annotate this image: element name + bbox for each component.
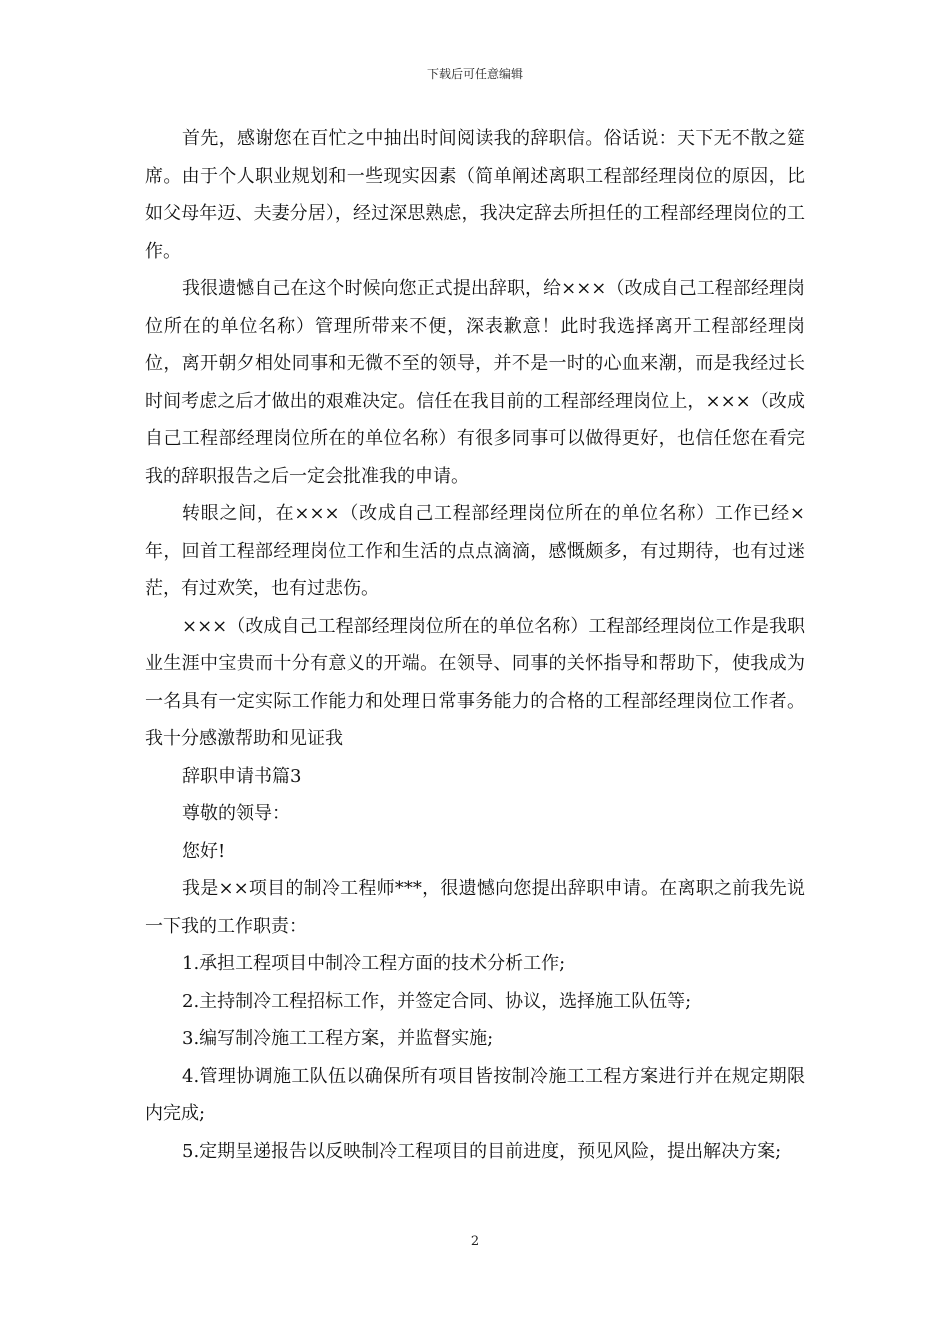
paragraph-reflection: 转眼之间，在×××（改成自己工程部经理岗位所在的单位名称）工作已经×年，回首工程部经理岗位工作和生活的点点滴滴，感慨颇多，有过期待，也有过迷茫，有过欢笑，也有过悲伤。 [145,503,805,599]
paragraph-introduction: 我是××项目的制冷工程师***，很遗憾向您提出辞职申请。在离职之前我先说一下我的工作职责： [145,878,805,937]
duty-item-2: 2.主持制冷工程招标工作，并签定合同、协议，选择施工队伍等; [182,990,692,1012]
section-heading: 辞职申请书篇3 [182,765,302,787]
paragraph-gratitude: ×××（改成自己工程部经理岗位所在的单位名称）工程部经理岗位工作是我职业生涯中宝贵而十分有意义的开端。在领导、同事的关怀指导和帮助下，使我成为一名具有一定实际工作能力和处理日常事务能力的合格的工程部经理岗位工作者。我十分感激帮助和见证我 [145,615,805,749]
duty-item-4: 4.管理协调施工队伍以确保所有项目皆按制冷施工工程方案进行并在规定期限内完成; [145,1065,805,1124]
duty-item-3: 3.编写制冷施工工程方案，并监督实施; [182,1028,494,1049]
duty-item-5: 5.定期呈递报告以反映制冷工程项目的目前进度，预见风险，提出解决方案; [182,1140,782,1162]
paragraph-thanks: 首先，感谢您在百忙之中抽出时间阅读我的辞职信。俗话说：天下无不散之筵席。由于个人职业规划和一些现实因素（简单阐述离职工程部经理岗位的原因，比如父母年迈、夫妻分居），经过深思熟虑，我决定辞去所担任的工程部经理岗位的工作。 [145,128,805,262]
salutation: 尊敬的领导： [182,803,290,824]
page-header: 下载后可任意编辑 [426,67,523,81]
duty-item-1: 1.承担工程项目中制冷工程方面的技术分析工作; [182,953,566,974]
paragraph-regret: 我很遗憾自己在这个时候向您正式提出辞职，给×××（改成自己工程部经理岗位所在的单位名称）管理所带来不便，深表歉意！此时我选择离开工程部经理岗位，离开朝夕相处同事和无微不至的领导，并不是一时的心血来潮，而是我经过长时间考虑之后才做出的艰难决定。信任在我目前的工程部经理岗位上，×××（改成自己工程部经理岗位所在的单位名称）有很多同事可以做得更好，也信任您在看完我的辞职报告之后一定会批准我的申请。 [145,278,805,487]
greeting: 您好! [182,840,226,862]
page-number: 2 [470,1234,480,1249]
document-body [145,120,805,1170]
